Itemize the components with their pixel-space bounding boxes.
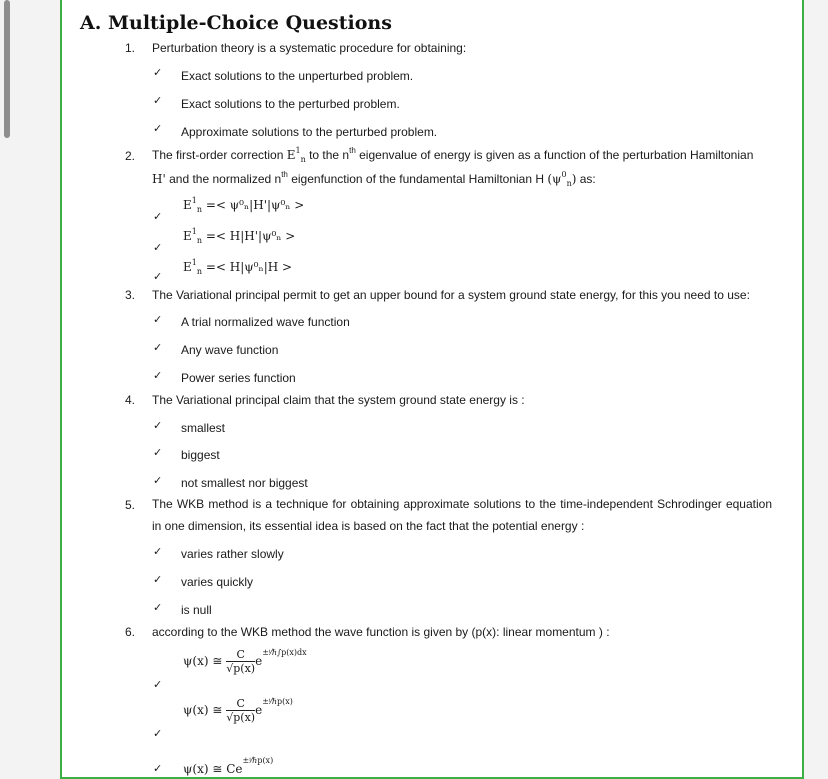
option-text: Power series function xyxy=(181,371,296,385)
option-text: Any wave function xyxy=(181,343,279,357)
check-icon: ✓ xyxy=(153,342,163,354)
check-icon: ✓ xyxy=(153,574,163,586)
question-text: The WKB method is a technique for obtaining approximate solutions to the time-independent Schrodinger equation in one dimension, its essential idea is based on the fact that the potential energy : xyxy=(152,497,772,533)
document-page xyxy=(60,0,804,779)
question-number: 6. xyxy=(125,625,136,639)
check-icon: ✓ xyxy=(153,728,163,740)
option-text: Approximate solutions to the perturbed problem. xyxy=(181,125,438,139)
question-text: Perturbation theory is a systematic procedure for obtaining: xyxy=(152,41,467,55)
question-text: according to the WKB method the wave function is given by (p(x): linear momentum ) : xyxy=(152,625,610,639)
question-number: 4. xyxy=(125,393,136,407)
check-icon: ✓ xyxy=(153,763,163,775)
check-icon: ✓ xyxy=(153,420,163,432)
wkb-formula-option: ψ(x) ≅ $\frac{C}{√p(x)}$ $e^{\pm^i⁄\hbar\int p(x)dx}$ xyxy=(183,648,307,675)
check-icon: ✓ xyxy=(153,370,163,382)
scrollbar-thumb[interactable] xyxy=(4,0,10,138)
check-icon: ✓ xyxy=(153,95,163,107)
check-icon: ✓ xyxy=(153,475,163,487)
check-icon: ✓ xyxy=(153,211,163,223)
option-text: varies quickly xyxy=(181,575,254,589)
option-text: is null xyxy=(181,603,212,617)
check-icon: ✓ xyxy=(153,546,163,558)
option-text: A trial normalized wave function xyxy=(181,315,350,329)
formula-option: $E^1_n =< H|H'|\psi^0_n$ > xyxy=(183,227,296,245)
wkb-formula-option: ψ(x) ≅ $\frac{C}{√p(x)}$ $e^{\pm^i⁄\hbar p(x)}$ xyxy=(183,697,293,724)
question-number: 1. xyxy=(125,41,136,55)
question-number: 5. xyxy=(125,498,136,512)
option-text: Exact solutions to the perturbed problem. xyxy=(181,97,400,111)
check-icon: ✓ xyxy=(153,602,163,614)
check-icon: ✓ xyxy=(153,123,163,135)
option-text: Exact solutions to the unperturbed problem. xyxy=(181,69,414,83)
formula-option: $E^1_n =< H|\psi^0_n|H$ > xyxy=(183,258,293,276)
formula-option: $E^1_n =< \psi^0_n|H'|\psi^0_n$ > xyxy=(183,196,305,214)
energy-correction-symbol: $E^1_n$ xyxy=(286,146,306,164)
question-text: The Variational principal claim that the system ground state energy is : xyxy=(152,393,525,407)
check-icon: ✓ xyxy=(153,271,163,283)
option-text: not smallest nor biggest xyxy=(181,476,308,490)
check-icon: ✓ xyxy=(153,447,163,459)
option-text: smallest xyxy=(181,421,226,435)
check-icon: ✓ xyxy=(153,679,163,691)
check-icon: ✓ xyxy=(153,314,163,326)
wkb-formula-option: ψ(x) ≅ $Ce^{\pm^i⁄\hbar p(x)}$ xyxy=(183,756,274,776)
check-icon: ✓ xyxy=(153,242,163,254)
check-icon: ✓ xyxy=(153,67,163,79)
section-heading: A. Multiple-Choice Questions xyxy=(80,12,392,34)
question-number: 3. xyxy=(125,288,136,302)
question-text: The first-order correction $E^1_n$ to the $n^{th}$ eigenvalue of energy is given as a function of the perturbation Hamiltonian xyxy=(152,146,754,164)
question-text-line2: H' and the normalized $n^{th}$ eigenfunction of the fundamental Hamiltonian H $(\psi^0_n)$ as: xyxy=(152,170,596,188)
question-number: 2. xyxy=(125,149,136,163)
option-text: varies rather slowly xyxy=(181,547,284,561)
option-text: biggest xyxy=(181,448,220,462)
question-text: The Variational principal permit to get an upper bound for a system ground state energy, for this you need to use: xyxy=(152,288,750,302)
